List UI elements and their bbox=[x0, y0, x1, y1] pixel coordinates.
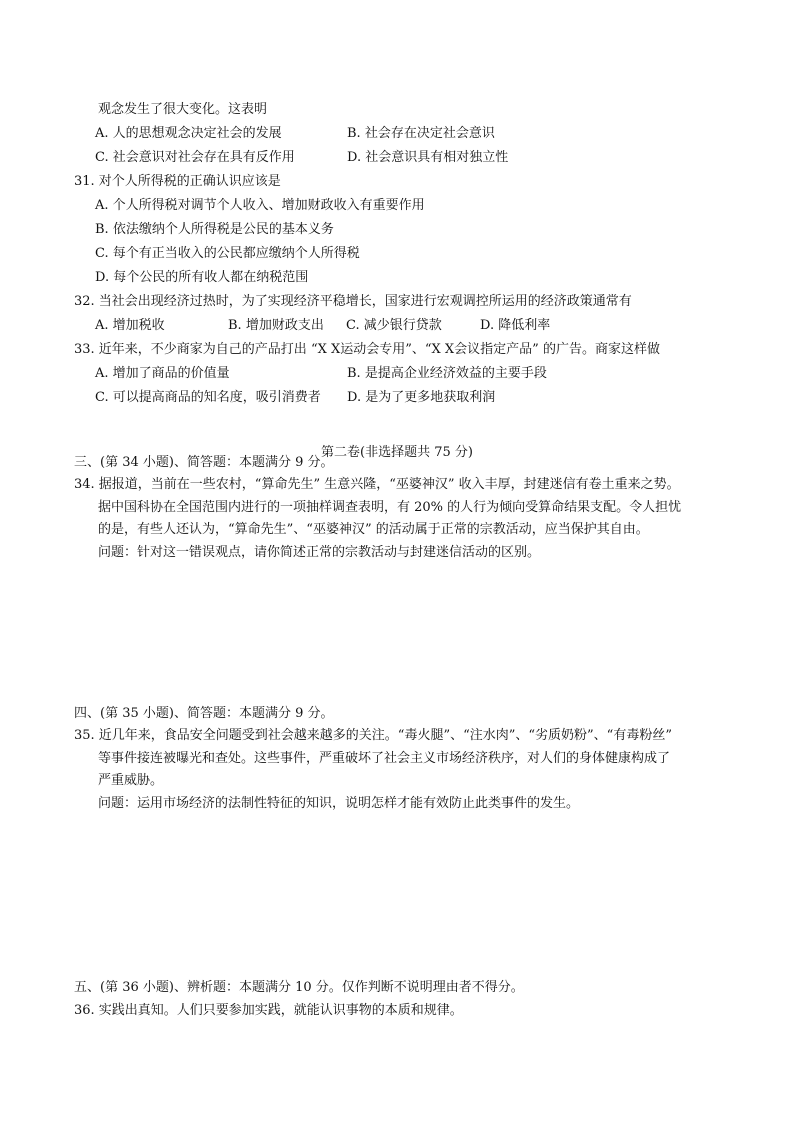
q31-option-d: D. 每个公民的所有收人都在纳税范围 bbox=[95, 270, 309, 285]
q31-stem: 31. 对个人所得税的正确认识应该是 bbox=[74, 174, 281, 189]
q30-stem-continuation: 观念发生了很大变化。这表明 bbox=[98, 102, 268, 117]
q35-question: 问题：运用市场经济的法制性特征的知识，说明怎样才能有效防止此类事件的发生。 bbox=[98, 796, 580, 811]
section4-header: 四、(第 35 小题)、简答题：本题满分 9 分。 bbox=[74, 706, 334, 721]
q32-option-b: B. 增加财政支出 bbox=[228, 318, 324, 333]
q31-option-a: A. 个人所得税对调节个人收入、增加财政收入有重要作用 bbox=[95, 198, 425, 213]
q35-text-line-1: 35. 近几年来，食品安全问题受到社会越来越多的关注。“毒火腿”、“注水肉”、“劣质奶粉”、“有毒粉丝” bbox=[74, 728, 672, 743]
section3-header: 三、(第 34 小题)、简答题：本题满分 9 分。 bbox=[74, 455, 334, 470]
q30-option-d: D. 社会意识具有相对独立性 bbox=[347, 150, 509, 165]
q34-question: 问题：针对这一错误观点，请你简述正常的宗教活动与封建迷信活动的区别。 bbox=[98, 545, 541, 560]
part2-title: 第二卷(非选择题共 75 分) bbox=[321, 445, 473, 460]
q33-option-c: C. 可以提高商品的知名度，吸引消费者 bbox=[95, 390, 321, 405]
q31-option-c: C. 每个有正当收入的公民都应缴纳个人所得税 bbox=[95, 246, 360, 261]
q30-option-b: B. 社会存在决定社会意识 bbox=[347, 126, 495, 141]
section5-header: 五、(第 36 小题)、辨析题：本题满分 10 分。仅作判断不说明理由者不得分。 bbox=[74, 980, 524, 995]
q34-answer-space[interactable] bbox=[74, 565, 720, 695]
q30-option-c: C. 社会意识对社会存在具有反作用 bbox=[95, 150, 295, 165]
q32-stem: 32. 当社会出现经济过热时，为了实现经济平稳增长，国家进行宏观调控所运用的经济政策通常有 bbox=[74, 294, 632, 309]
q34-text-line-3: 的是，有些人还认为，“算命先生”、“巫婆神汉” 的活动属于正常的宗教活动，应当保护其自由。 bbox=[98, 522, 649, 537]
q36-text-line-1: 36. 实践出真知。人们只要参加实践，就能认识事物的本质和规律。 bbox=[74, 1003, 463, 1018]
q32-option-a: A. 增加税收 bbox=[95, 318, 165, 333]
q36-answer-space[interactable] bbox=[74, 1025, 720, 1105]
q34-text-line-1: 34. 据报道，当前在一些农村，“算命先生” 生意兴隆，“巫婆神汉” 收入丰厚，封建迷信有卷土重来之势。 bbox=[74, 477, 680, 492]
q33-option-d: D. 是为了更多地获取利润 bbox=[347, 390, 496, 405]
q35-answer-space[interactable] bbox=[74, 816, 720, 966]
q32-option-d: D. 降低利率 bbox=[480, 318, 551, 333]
q31-option-b: B. 依法缴纳个人所得税是公民的基本义务 bbox=[95, 222, 334, 237]
q35-text-line-3: 严重威胁。 bbox=[98, 773, 164, 788]
q30-option-a: A. 人的思想观念决定社会的发展 bbox=[95, 126, 282, 141]
q33-stem: 33. 近年来，不少商家为自己的产品打出 “X X运动会专用”、“X X会议指定产品” 的广告。商家这样做 bbox=[74, 342, 660, 357]
q32-option-c: C. 减少银行贷款 bbox=[346, 318, 442, 333]
q33-option-a: A. 增加了商品的价值量 bbox=[95, 366, 230, 381]
q35-text-line-2: 等事件接连被曝光和查处。这些事件，严重破坏了社会主义市场经济秩序，对人们的身体健康构成了 bbox=[98, 751, 671, 766]
q34-text-line-2: 据中国科协在全国范围内进行的一项抽样调查表明，有 20% 的人行为倾向受算命结果支配。令人担忧 bbox=[98, 500, 682, 515]
q33-option-b: B. 是提高企业经济效益的主要手段 bbox=[347, 366, 547, 381]
